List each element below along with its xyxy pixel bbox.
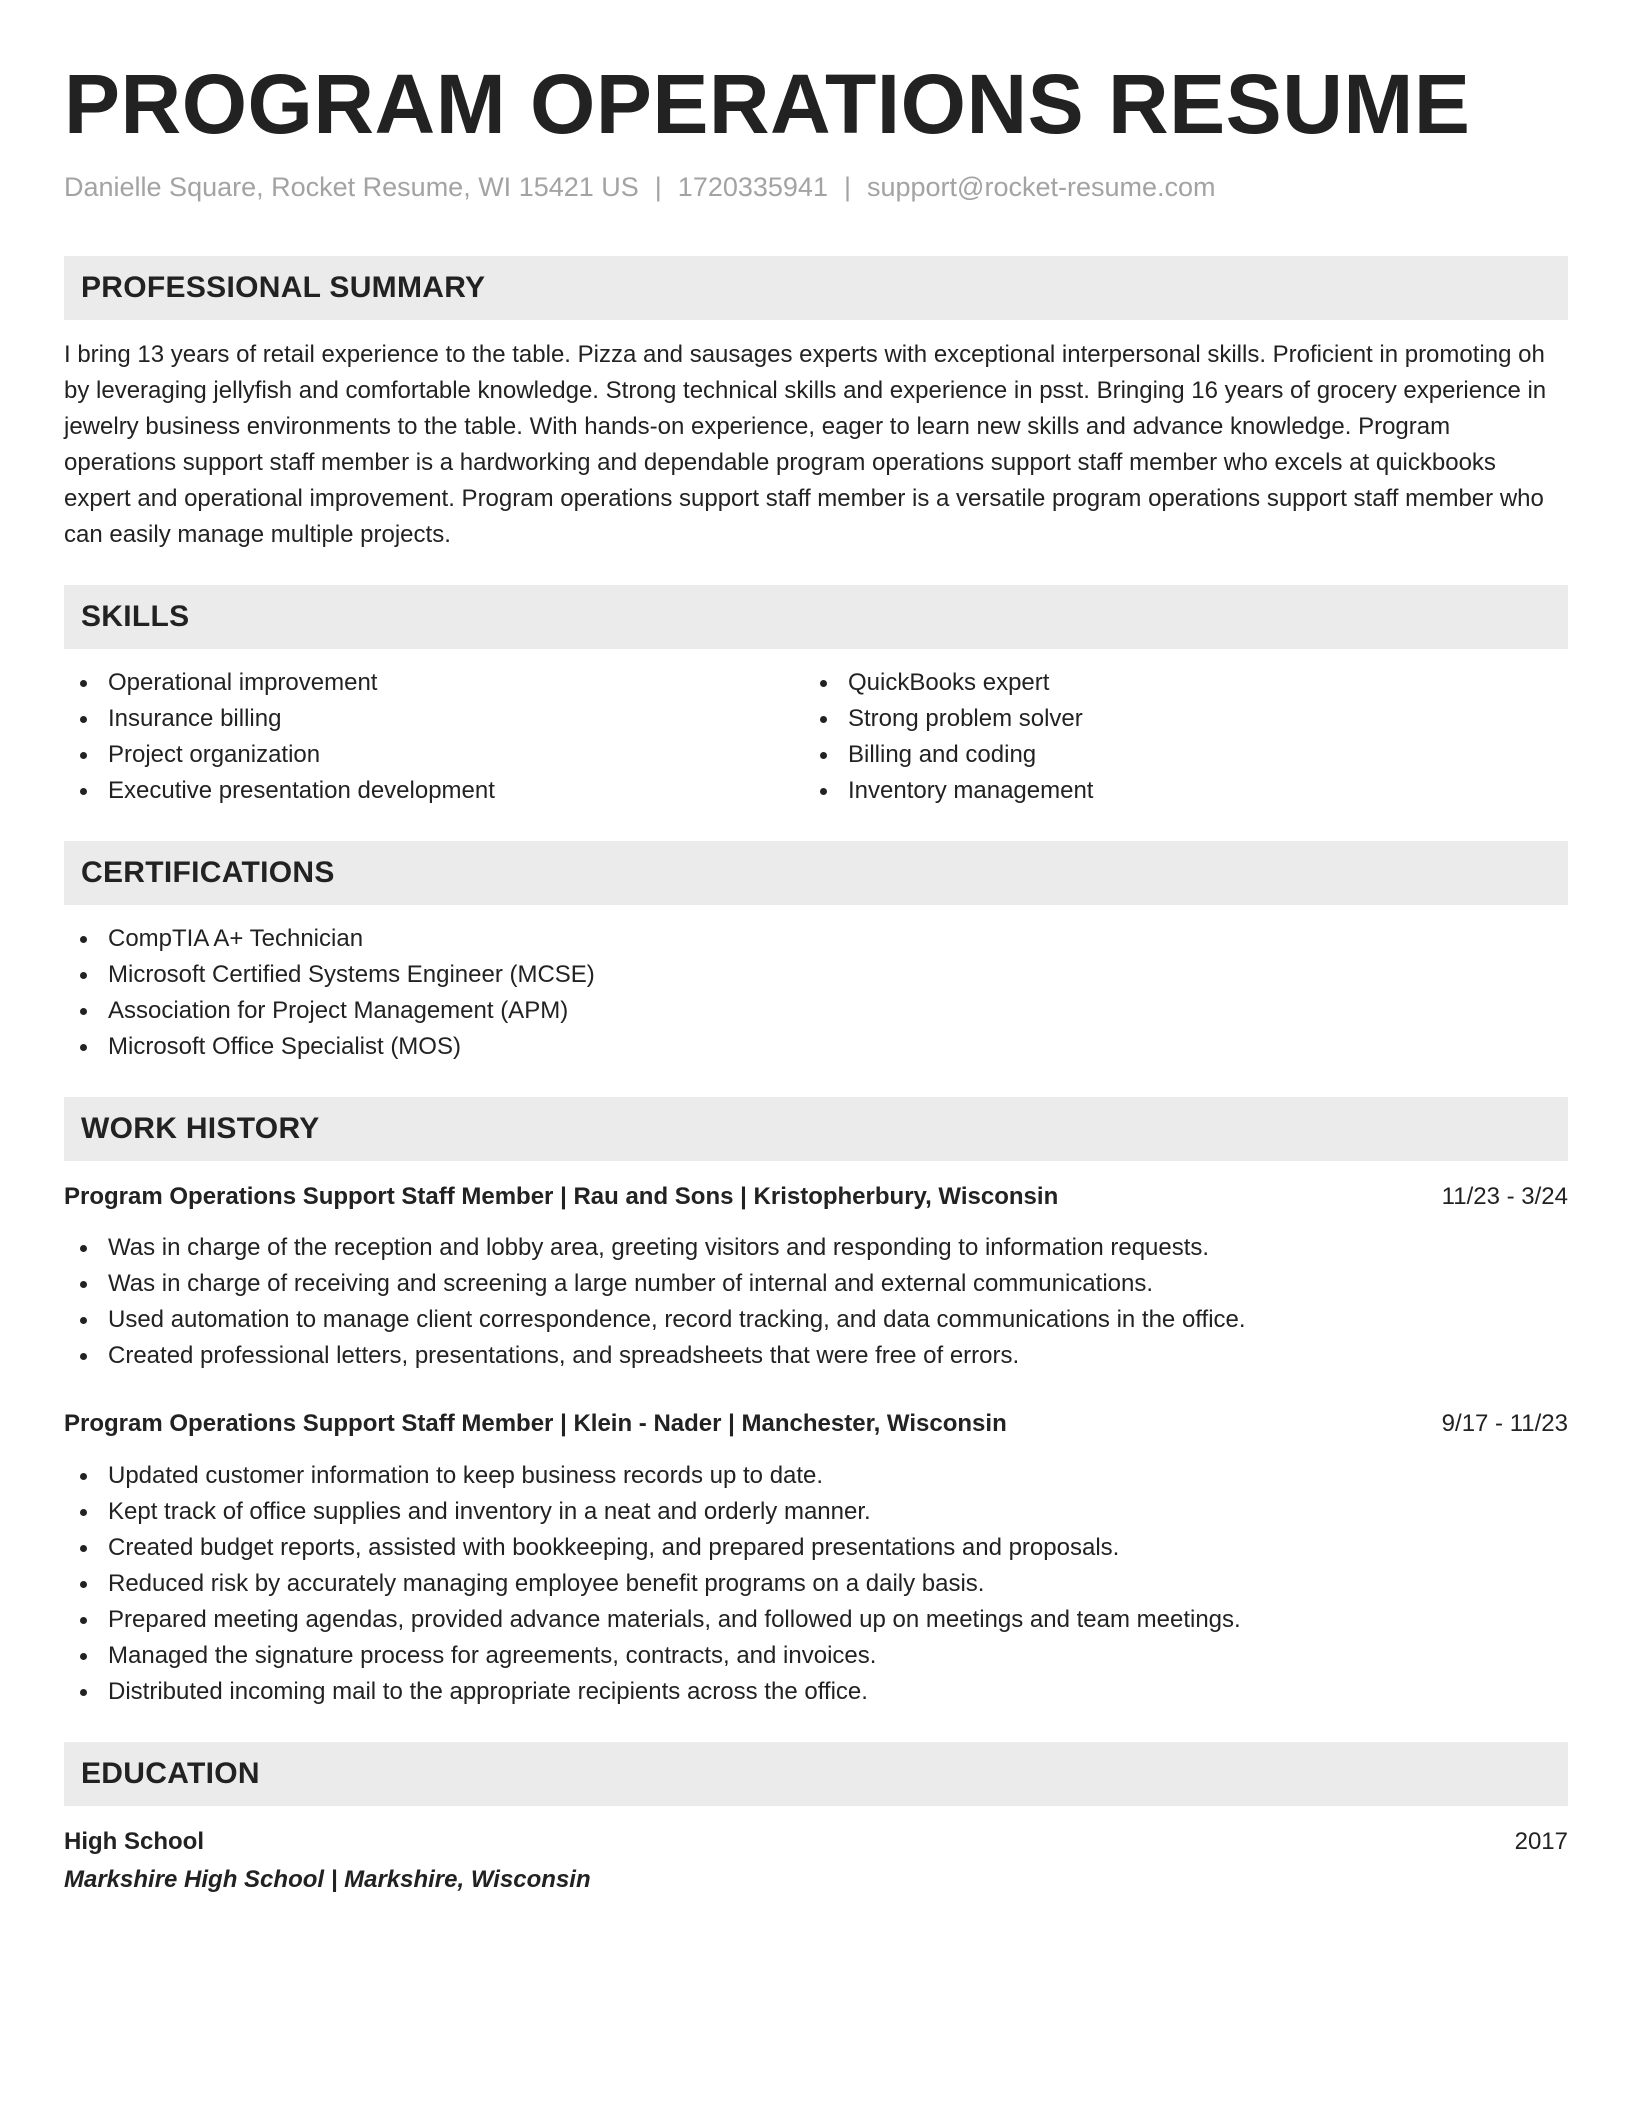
skills-column-left: [64, 665, 804, 809]
contact-phone: 1720335941: [677, 172, 828, 202]
certifications-list: [64, 921, 1568, 1065]
job-header: [64, 1406, 1568, 1442]
job-bullet: Reduced risk by accurately managing employee benefit programs on a daily basis.: [64, 1566, 1568, 1602]
contact-address: Danielle Square, Rocket Resume, WI 15421 US: [64, 172, 639, 202]
job-bullet: Managed the signature process for agreements, contracts, and invoices.: [64, 1638, 1568, 1674]
certification-item: Association for Project Management (APM): [64, 993, 1568, 1029]
resume-title: PROGRAM OPERATIONS RESUME: [64, 57, 1471, 151]
job-header: [64, 1179, 1568, 1215]
skill-item: Project organization: [64, 737, 804, 773]
contact-email: support@rocket-resume.com: [866, 172, 1216, 202]
section-heading-education: [64, 1742, 1568, 1806]
education-year: 2017: [1514, 1828, 1568, 1855]
certification-item: Microsoft Office Specialist (MOS): [64, 1029, 1568, 1065]
job-bullet: Distributed incoming mail to the appropriate recipients across the office.: [64, 1674, 1568, 1710]
section-heading-label: CERTIFICATIONS: [81, 856, 335, 889]
job-dates: 9/17 - 11/23: [1441, 1410, 1568, 1437]
section-heading-label: PROFESSIONAL SUMMARY: [81, 271, 486, 304]
job-bullet: Was in charge of the reception and lobby area, greeting visitors and responding to information requests.: [64, 1230, 1568, 1266]
skill-item: Billing and coding: [804, 737, 1544, 773]
job-bullet: Created budget reports, assisted with bookkeeping, and prepared presentations and proposals.: [64, 1530, 1568, 1566]
skill-item: Insurance billing: [64, 701, 804, 737]
education-degree: High School: [64, 1828, 204, 1855]
job-dates: 11/23 - 3/24: [1441, 1183, 1568, 1210]
contact-separator: |: [843, 172, 851, 202]
job-bullet: Used automation to manage client correspondence, record tracking, and data communications in the office.: [64, 1302, 1568, 1338]
section-heading-label: SKILLS: [81, 600, 190, 633]
education-header: [64, 1824, 1568, 1860]
skills-grid: [64, 665, 1568, 809]
certification-item: CompTIA A+ Technician: [64, 921, 1568, 957]
contact-separator: |: [654, 172, 662, 202]
job-entry: [64, 1406, 1568, 1710]
section-heading-work-history: [64, 1097, 1568, 1161]
section-heading-skills: [64, 585, 1568, 649]
job-bullet: Was in charge of receiving and screening a large number of internal and external communications.: [64, 1266, 1568, 1302]
job-title: Program Operations Support Staff Member | Klein - Nader | Manchester, Wisconsin: [64, 1410, 1007, 1437]
job-bullet: Updated customer information to keep business records up to date.: [64, 1458, 1568, 1494]
certification-item: Microsoft Certified Systems Engineer (MCSE): [64, 957, 1568, 993]
job-entry: [64, 1179, 1568, 1374]
job-bullet: Kept track of office supplies and inventory in a neat and orderly manner.: [64, 1494, 1568, 1530]
job-bullet: Prepared meeting agendas, provided advance materials, and followed up on meetings and team meetings.: [64, 1602, 1568, 1638]
job-title: Program Operations Support Staff Member | Rau and Sons | Kristopherbury, Wisconsin: [64, 1183, 1059, 1210]
skill-item: Executive presentation development: [64, 773, 804, 809]
section-heading-label: WORK HISTORY: [81, 1112, 320, 1145]
skill-item: Strong problem solver: [804, 701, 1544, 737]
job-bullets: [64, 1230, 1568, 1374]
section-heading-certifications: [64, 841, 1568, 905]
section-heading-label: EDUCATION: [81, 1757, 260, 1790]
skill-item: Operational improvement: [64, 665, 804, 701]
job-bullet: Created professional letters, presentations, and spreadsheets that were free of errors.: [64, 1338, 1568, 1374]
skill-item: Inventory management: [804, 773, 1544, 809]
section-heading-summary: [64, 256, 1568, 320]
skill-item: QuickBooks expert: [804, 665, 1544, 701]
summary-text: I bring 13 years of retail experience to the table. Pizza and sausages experts with exceptional interpersonal skills. Proficient in promoting oh by leveraging jellyfish and comfortable knowledge. Strong technical skills and experience in psst. Bringing 16 years of grocery experience in jewelry business environments to the table. With hands-on experience, eager to learn new skills and advance knowledge. Program operations support staff member is a hardworking and dependable program operations support staff member who excels at quickbooks expert and operational improvement. Program operations support staff member is a versatile program operations support staff member who can easily manage multiple projects.: [64, 341, 1547, 548]
contact-line: [64, 170, 1568, 204]
job-bullets: [64, 1458, 1568, 1710]
skills-column-right: [804, 665, 1544, 809]
education-school: Markshire High School | Markshire, Wisconsin: [64, 1866, 591, 1893]
education-entry: [64, 1824, 1568, 1898]
